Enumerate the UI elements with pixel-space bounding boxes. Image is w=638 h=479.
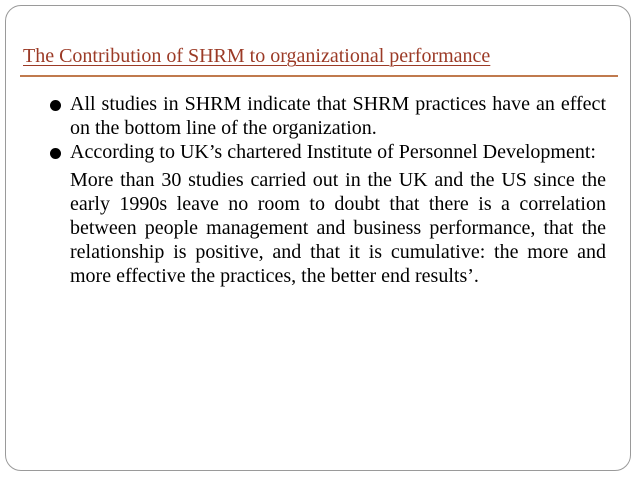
bullet-icon <box>50 100 61 111</box>
bullet-item-1 <box>50 92 606 140</box>
slide-title: The Contribution of SHRM to organizational performance <box>23 45 491 67</box>
quote-paragraph: More than 30 studies carried out in the UK and the US since the early 1990s leave no room to doubt that there is a correlation between people management and business performance, that the relationship is positive, and that it is cumulative: the more and more effective the practices, the better end results’. <box>70 169 606 287</box>
slide-content <box>50 92 606 288</box>
bullet-text: According to UK’s chartered Institute of Personnel Development: <box>70 141 596 163</box>
title-divider <box>20 75 618 77</box>
bullet-item-2 <box>50 140 606 164</box>
bullet-icon <box>50 148 61 159</box>
bullet-text: All studies in SHRM indicate that SHRM practices have an effect on the bottom line of the organization. <box>70 93 606 139</box>
